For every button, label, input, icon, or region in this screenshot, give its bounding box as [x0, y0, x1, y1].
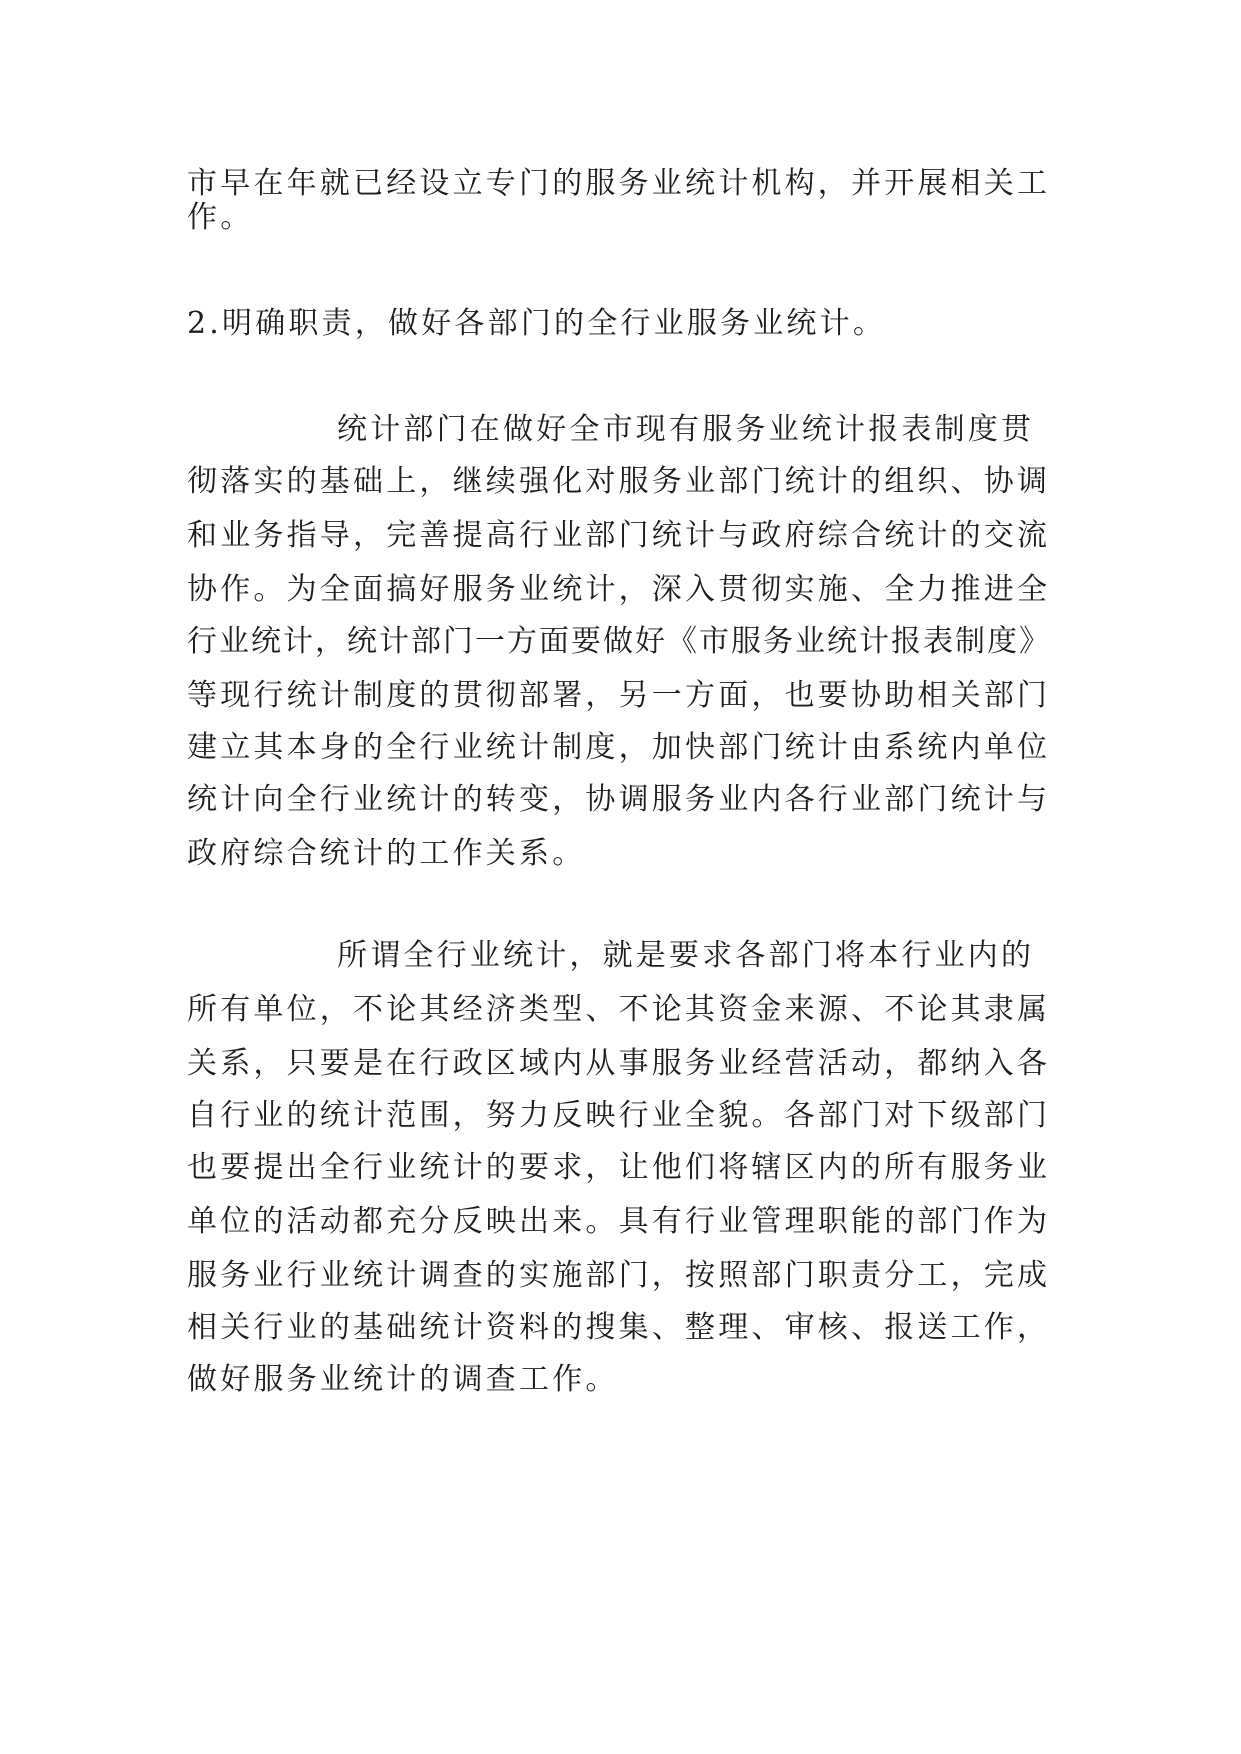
- paragraph-3-line-4: 自行业的统计范围，努力反映行业全貌。各部门对下级部门: [187, 1098, 1051, 1133]
- paragraph-1-line-1: 市早在年就已经设立专门的服务业统计机构，并开展相关工: [187, 166, 1051, 201]
- section-heading-2: 2.明确职责，做好各部门的全行业服务业统计。: [187, 306, 887, 341]
- paragraph-3-line-6: 单位的活动都充分反映出来。具有行业管理职能的部门作为: [187, 1204, 1051, 1239]
- paragraph-3-line-8: 相关行业的基础统计资料的搜集、整理、审核、报送工作，: [187, 1310, 1051, 1345]
- paragraph-3-line-7: 服务业行业统计调查的实施部门，按照部门职责分工，完成: [187, 1258, 1051, 1293]
- paragraph-3-line-2: 所有单位，不论其经济类型、不论其资金来源、不论其隶属: [187, 992, 1051, 1027]
- paragraph-2-line-6: 等现行统计制度的贯彻部署，另一方面，也要协助相关部门: [187, 678, 1051, 713]
- paragraph-2-line-7: 建立其本身的全行业统计制度，加快部门统计由系统内单位: [187, 730, 1051, 765]
- paragraph-2-line-9: 政府综合统计的工作关系。: [187, 836, 586, 871]
- paragraph-2-line-1: 统计部门在做好全市现有服务业统计报表制度贯: [337, 412, 1035, 447]
- paragraph-2-line-8: 统计向全行业统计的转变，协调服务业内各行业部门统计与: [187, 782, 1051, 817]
- paragraph-2-line-5: 行业统计，统计部门一方面要做好《市服务业统计报表制度》: [187, 624, 1051, 659]
- paragraph-3-line-5: 也要提出全行业统计的要求，让他们将辖区内的所有服务业: [187, 1150, 1051, 1185]
- paragraph-3-line-9: 做好服务业统计的调查工作。: [187, 1362, 619, 1397]
- paragraph-3-line-1: 所谓全行业统计，就是要求各部门将本行业内的: [337, 938, 1035, 973]
- paragraph-2-line-4: 协作。为全面搞好服务业统计，深入贯彻实施、全力推进全: [187, 572, 1051, 607]
- paragraph-1-line-2: 作。: [187, 200, 254, 235]
- paragraph-3-line-3: 关系，只要是在行政区域内从事服务业经营活动，都纳入各: [187, 1046, 1051, 1081]
- paragraph-2-line-3: 和业务指导，完善提高行业部门统计与政府综合统计的交流: [187, 518, 1051, 553]
- paragraph-2-line-2: 彻落实的基础上，继续强化对服务业部门统计的组织、协调: [187, 464, 1051, 499]
